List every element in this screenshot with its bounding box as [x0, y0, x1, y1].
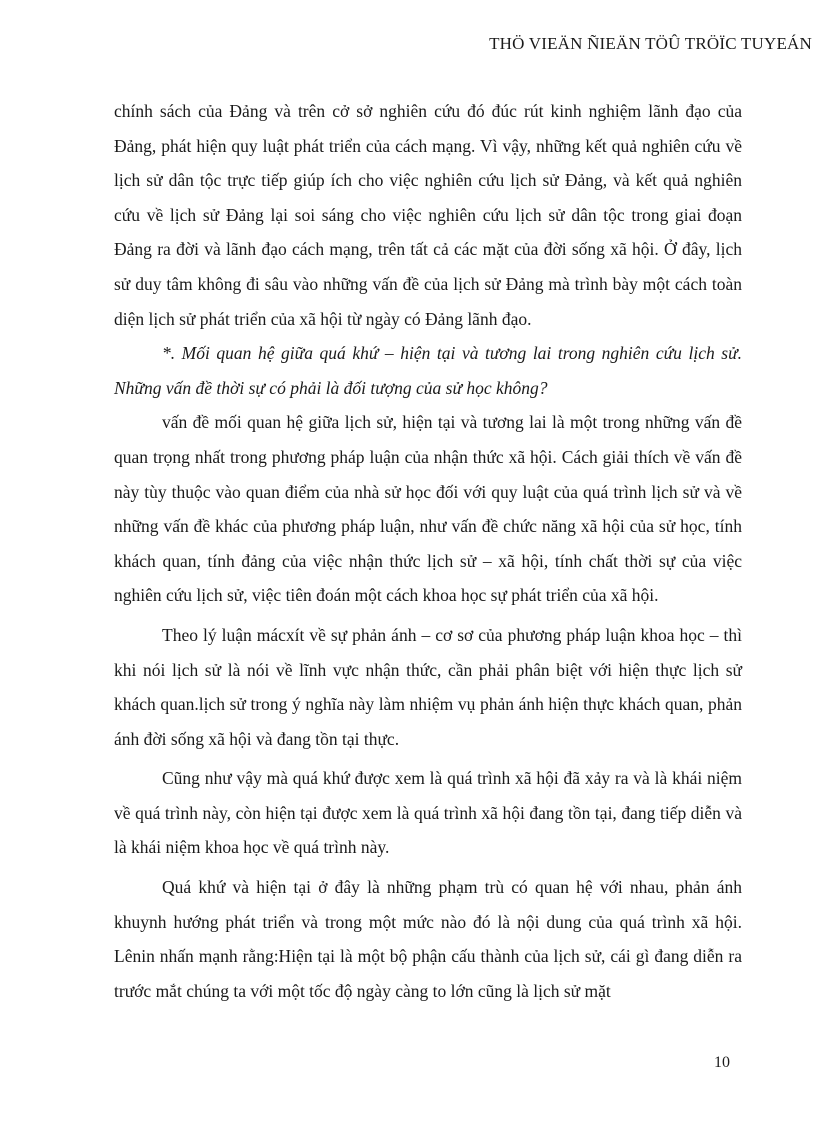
paragraph: vấn đề mối quan hệ giữa lịch sử, hiện tại và tương lai là một trong những vấn đề quan trọng nhất trong phương pháp luận của nhận thức xã hội. Cách giải thích về vấn đề này tùy thuộc vào quan điểm của nhà sử học đối với quy luật của quá trình lịch sử và về những vấn đề khác của phương pháp luận, như vấn đề chức năng xã hội của sử học, tính khách quan, tính đảng của việc nhận thức lịch sử – xã hội, tính chất thời sự của việc nghiên cứu lịch sử, việc tiên đoán một cách khoa học sự phát triển của xã hội. [114, 412, 742, 606]
page-header: THÖ VIEÄN ÑIEÄN TÖÛ TRÖÏC TUYEÁN [489, 34, 812, 53]
paragraph-continuation: chính sách của Đảng và trên cở sở nghiên cứu đó đúc rút kinh nghiệm lãnh đạo của Đảng, phát hiện quy luật phát triển của cách mạng. Vì vậy, những kết quả nghiên cứu về lịch sử dân tộc trực tiếp giúp ích cho việc nghiên cứu lịch sử Đảng, và kết quả nghiên cứu về lịch sử Đảng lại soi sáng cho việc nghiên cứu lịch sử dân tộc trong giai đoạn Đảng ra đời và lãnh đạo cách mạng, trên tất cả các mặt của đời sống xã hội. Ở đây, lịch sử duy tâm không đi sâu vào những vấn đề của lịch sử Đảng mà trình bày một cách toàn diện lịch sử phát triển của xã hội từ ngày có Đảng lãnh đạo. [114, 101, 742, 329]
section-heading: *. Mối quan hệ giữa quá khứ – hiện tại và tương lai trong nghiên cứu lịch sử. Những vấn đề thời sự có phải là đối tượng của sử học không? [114, 343, 742, 398]
document-body [114, 94, 742, 1008]
page-number: 10 [714, 1054, 730, 1071]
paragraph: Quá khứ và hiện tại ở đây là những phạm trù có quan hệ với nhau, phản ánh khuynh hướng phát triển và trong một mức nào đó là nội dung của quá trình xã hội. Lênin nhấn mạnh rằng:Hiện tại là một bộ phận cấu thành của lịch sử, cái gì đang diễn ra trước mắt chúng ta với một tốc độ ngày càng to lớn cũng là lịch sử mặt [114, 877, 742, 1001]
paragraph: Theo lý luận mácxít về sự phản ánh – cơ sơ của phương pháp luận khoa học – thì khi nói lịch sử là nói về lĩnh vực nhận thức, cần phải phân biệt với hiện thực lịch sử khách quan.lịch sử trong ý nghĩa này làm nhiệm vụ phản ánh hiện thực khách quan, phản ánh đời sống xã hội và đang tồn tại thực. [114, 624, 742, 749]
paragraph: Cũng như vậy mà quá khứ được xem là quá trình xã hội đã xảy ra và là khái niệm về quá trình này, còn hiện tại được xem là quá trình xã hội đang tồn tại, đang tiếp diễn và là khái niệm khoa học về quá trình này. [114, 768, 742, 858]
